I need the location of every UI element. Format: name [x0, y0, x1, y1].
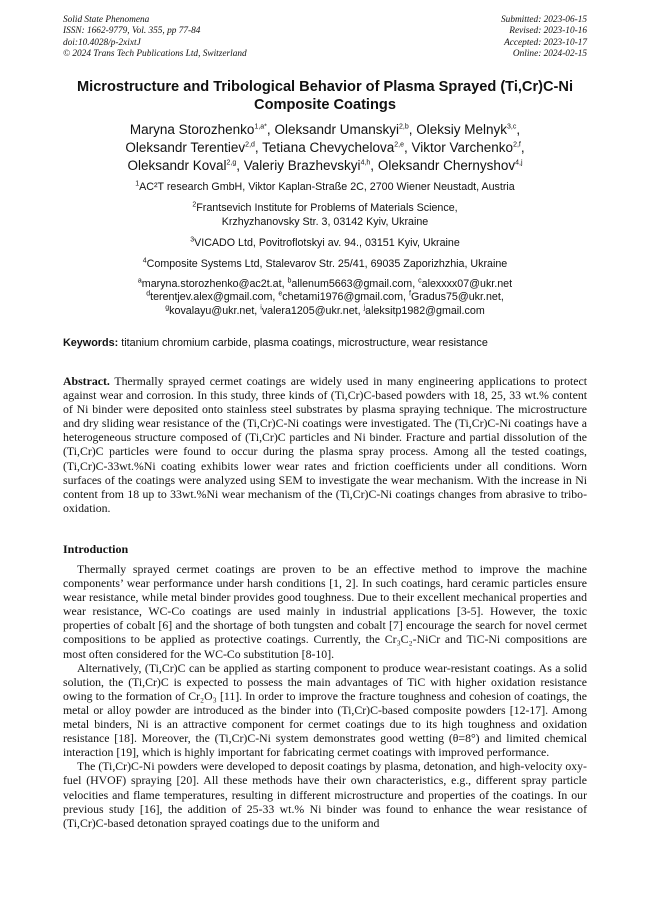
author-line: Oleksandr Koval$^{2,g}$, Valeriy Brazhevskyi$^{4,h}$, Oleksandr Chernyshov$^{4,j}$	[127, 158, 523, 173]
email-sup: i	[260, 304, 262, 312]
affiliation-3	[40, 236, 610, 250]
journal-line: Solid State Phenomena	[63, 15, 150, 25]
author-name: Oleksiy Melnyk	[416, 122, 508, 137]
email-sup: g	[165, 304, 170, 312]
email-line: $^a$maryna.storozhenko@ac2t.at, $^b$allenum5663@gmail.com, $^c$alexxxx07@ukr.net	[137, 277, 513, 290]
email-sup: c	[418, 277, 422, 285]
date-line: Revised: 2023-10-16	[509, 26, 587, 37]
paragraph: Thermally sprayed cermet coatings are proven to be an effective method to improve the machine components’ wear performance under harsh conditions [1, 2]. In such coatings, hard ceramic particles ensure wear resistance, while metal binder provides good toughness. Due to their excellent mechanical properties and wear resistance, WC-Co coatings are used mainly in industrial applications [3-5]. However, the toxic properties of cobalt [6] and the shortage of both tungsten and cobalt [7] encourage the search for novel cermet compositions to be applied as protective coatings. Currently, the Cr₃C₂-NiCr and TiC-Ni compositions are most often considered for the WC-Co substitution [8-10].	[63, 562, 587, 661]
title-line: Composite Coatings	[254, 97, 396, 113]
email-sup: e	[278, 290, 283, 298]
email-sup: a	[137, 277, 142, 285]
email-line: $^g$kovalayu@ukr.net, $^i$valera1205@ukr.net, $^j$aleksitp1982@gmail.com	[165, 304, 485, 317]
email-link[interactable]: chetami1976@gmail.com	[282, 291, 404, 304]
journal-line: © 2024 Trans Tech Publications Ltd, Switzerland	[63, 48, 247, 59]
date-line: Accepted: 2023-10-17	[504, 37, 587, 48]
keywords	[63, 336, 610, 350]
submission-dates	[501, 15, 587, 60]
email-link[interactable]: terentjev.alex@gmail.com	[150, 291, 273, 304]
keywords-label: Keywords:	[63, 337, 119, 349]
author-name: Oleksandr Chernyshov	[377, 158, 516, 173]
affiliation-text: Frantsevich Institute for Problems of Materials Science,	[196, 202, 458, 214]
paper-title	[40, 78, 610, 114]
introduction	[63, 562, 587, 830]
author-sup: 2,f	[513, 141, 521, 149]
journal-line: doi:10.4028/p-2xixtJ	[63, 37, 141, 48]
journal-line: ISSN: 1662-9779, Vol. 355, pp 77-84	[63, 26, 201, 37]
affiliation-1	[40, 180, 610, 194]
section-heading: Introduction	[63, 542, 129, 556]
author-sup: 2,g	[226, 159, 237, 167]
paragraph: The (Ti,Cr)C-Ni powders were developed to deposit coatings by plasma, detonation, and high-velocity oxy-fuel (HVOF) spraying [20]. All these methods have their own characteristics, e.g., different spray particle velocities and flame temperatures, resulting in different microstructure and properties of the coatings. In our previous study [16], the addition of 25-33 wt.% Ni binder was found to enhance the wear resistance of (Ti,Cr)C-based detonation sprayed coatings due to the uniform and	[63, 759, 587, 830]
abstract-text: Thermally sprayed cermet coatings are widely used in many engineering applications to protect against wear and corrosion. In this study, three kinds of (Ti,Cr)C-based powders with 18, 25, 33 wt.% content of Ni binder were deposited onto stainless steel substrates by plasma spraying technique. The microstructure and dry sliding wear resistance of the (Ti,Cr)C-Ni coatings were investigated. The (Ti,Cr)C-Ni coatings have a heterogeneous structure composed of (Ti,Cr)C particles and Ni binder. Fracture and partial dissolution of the (Ti,Cr)C particles were found to occur during the plasma spray process. Among all the tested coatings, (Ti,Cr)C-33wt.%Ni coating exhibits lower wear rates and friction coefficients under all conditions. Worn surfaces of the coatings were analyzed using SEM to investigate the wear mechanism. With the increase in Ni content from 18 up to 33wt.%Ni wear mechanism of the (Ti,Cr)C-Ni coatings changes from abrasive to tribo-oxidation.	[63, 374, 587, 515]
email-link[interactable]: alexxxx07@ukr.net	[421, 278, 513, 290]
email-sup: f	[408, 290, 411, 298]
email-link[interactable]: valera1205@ukr.net	[261, 304, 358, 317]
email-link[interactable]: allenum5663@gmail.com	[291, 278, 413, 290]
affiliation-sup: 3	[190, 236, 195, 244]
author-sup: 1,a*	[254, 123, 267, 131]
email-link[interactable]: maryna.storozhenko@ac2t.at	[141, 278, 282, 290]
keywords-text: titanium chromium carbide, plasma coatings, microstructure, wear resistance	[118, 337, 488, 349]
email-sup: b	[287, 277, 292, 285]
author-name: Maryna Storozhenko	[129, 122, 255, 137]
author-sup: 3,c	[507, 123, 517, 131]
author-name: Oleksandr Terentiev	[125, 140, 246, 155]
author-name: Viktor Varchenko	[411, 140, 514, 155]
author-line: Oleksandr Terentiev$^{2,d}$, Tetiana Chevychelova$^{2,e}$, Viktor Varchenko$^{2,f}$,	[125, 140, 525, 155]
author-line: Maryna Storozhenko$^{1,a*}$, Oleksandr Umanskyi$^{2,b}$, Oleksiy Melnyk$^{3,c}$,	[129, 122, 521, 137]
email-list	[40, 278, 610, 318]
affiliation-sup: 4	[142, 257, 147, 265]
affiliation-sup: 1	[135, 180, 140, 188]
author-list	[40, 121, 610, 175]
author-sup: 4,j	[515, 159, 523, 167]
paragraph: Alternatively, (Ti,Cr)C can be applied as starting component to produce wear-resistant coatings. As a solid solution, the (Ti,Cr)C is expected to possess the main advantages of TiC with higher oxidation resistance owing to the formation of Cr₂O₃ [11]. In order to improve the fracture toughness and cohesion of coatings, the metal or alloy powder are introduced as the binder into (Ti,Cr)C-based composite powders [12-17]. Among metal binders, Ni is an attractive component for cermet coatings due to its high toughness and oxidation resistance [18]. Moreover, the (Ti,Cr)C-Ni system demonstrates good wetting (θ=8°) and limited chemical interaction [19], which is highly important for fabricating cermet coatings with improved performance.	[63, 660, 587, 760]
author-name: Valeriy Brazhevskyi	[243, 158, 361, 173]
affiliation-text: Composite Systems Ltd, Stalevarov Str. 25/41, 69035 Zaporizhzhia, Ukraine	[146, 258, 508, 270]
author-name: Oleksandr Koval	[127, 158, 227, 173]
date-line: Online: 2024-02-15	[512, 48, 587, 59]
author-sup: 2,b	[398, 123, 409, 131]
abstract	[63, 374, 587, 515]
affiliation-4	[40, 257, 610, 271]
email-link[interactable]: Gradus75@ukr.net	[410, 291, 501, 304]
email-link[interactable]: aleksitp1982@gmail.com	[365, 304, 485, 317]
abstract-label: Abstract.	[63, 374, 110, 388]
author-sup: 2,e	[394, 141, 404, 149]
author-name: Tetiana Chevychelova	[262, 140, 395, 155]
affiliation-text: Krzhyzhanovsky Str. 3, 03142 Kyiv, Ukraine	[221, 216, 429, 228]
email-link[interactable]: kovalayu@ukr.net	[169, 304, 255, 317]
date-line: Submitted: 2023-06-15	[501, 15, 587, 25]
author-sup: 2,d	[245, 141, 255, 149]
affiliation-sup: 2	[192, 201, 197, 209]
journal-info	[63, 15, 247, 60]
affiliation-text: AC²T research GmbH, Viktor Kaplan-Straße 2C, 2700 Wiener Neustadt, Austria	[139, 181, 515, 193]
author-name: Oleksandr Umanskyi	[274, 122, 399, 137]
title-line: Microstructure and Tribological Behavior of Plasma Sprayed (Ti,Cr)C-Ni	[76, 79, 574, 95]
email-line: $^d$terentjev.alex@gmail.com, $^e$chetami1976@gmail.com, $^f$Gradus75@ukr.net,	[146, 290, 504, 304]
email-sup: j	[363, 304, 366, 312]
affiliation-2	[40, 201, 610, 229]
author-sup: 4,h	[360, 159, 371, 167]
email-sup: d	[146, 290, 151, 298]
affiliation-text: VICADO Ltd, Povitroflotskyi av. 94., 03151 Kyiv, Ukraine	[194, 237, 460, 249]
